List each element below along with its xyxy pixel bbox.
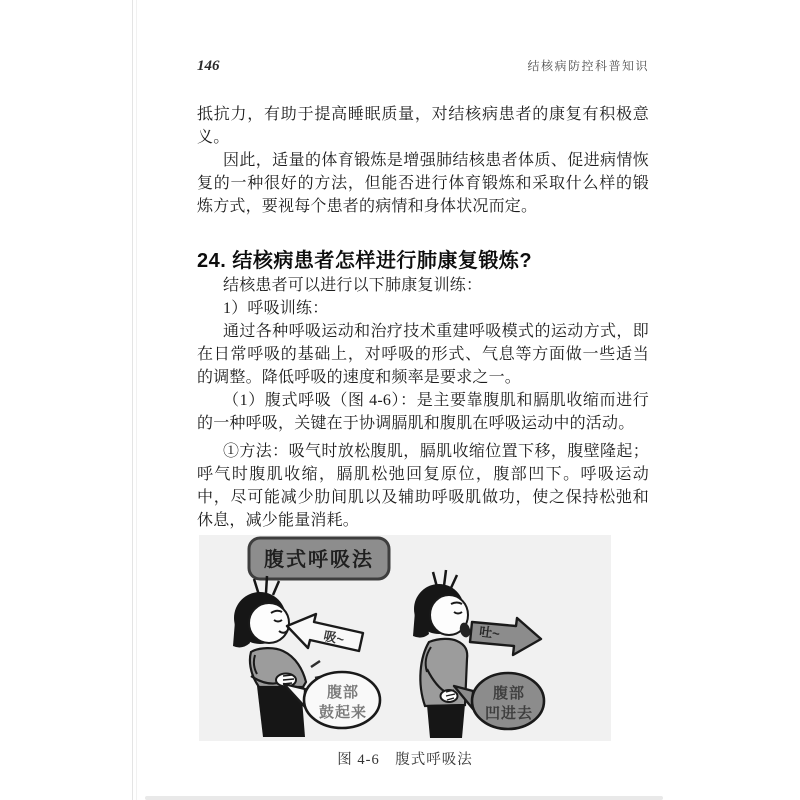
page-spine-divider: [132, 0, 133, 800]
paragraph-continuation: 抵抗力，有助于提高睡眠质量，对结核病患者的康复有积极意义。: [197, 106, 649, 146]
exhale-label: 吐~: [478, 623, 501, 642]
paragraph-abdominal-breathing: （1）腹式呼吸（图 4-6）：是主要靠腹肌和膈肌收缩而进行的一种呼吸，关键在于协调膈肌和腹肌在呼吸运动中的活动。: [197, 392, 649, 432]
bubble-inhale-line1: 腹部: [326, 684, 360, 701]
figure-illustration: [199, 535, 611, 741]
page-header: [197, 57, 649, 76]
bubble-exhale-line2: 凹进去: [484, 705, 534, 722]
article-body: [197, 103, 649, 769]
running-title: 结核病防控科普知识: [527, 59, 649, 73]
paragraph-training-intro: 结核患者可以进行以下肺康复训练：: [223, 277, 483, 294]
page-spine-divider-soft: [136, 0, 137, 800]
paragraph-breathing-training: 1）呼吸训练：: [223, 300, 329, 317]
inhale-label: 吸~: [322, 628, 346, 648]
figure-caption: 图 4-6 腹式呼吸法: [337, 752, 473, 768]
figure-4-6: [199, 535, 611, 769]
pants: [427, 704, 465, 738]
figure-banner: [249, 538, 389, 579]
page-content: [197, 57, 649, 769]
section-heading-24: 24. 结核病患者怎样进行肺康复锻炼?: [197, 250, 533, 272]
bubble-exhale-line1: 腹部: [492, 685, 526, 702]
page-number: 146: [197, 58, 220, 74]
paragraph-method: ①方法：吸气时放松腹肌，膈肌收缩位置下移，腹壁隆起；呼气时腹肌收缩，膈肌松弛回复原位，腹部凹下。呼吸运动中，尽可能减少肋间肌以及辅助呼吸肌做功，使之保持松弛和休息，减少能量消耗。: [197, 443, 649, 529]
paragraph-exercise-benefit: 因此，适量的体育锻炼是增强肺结核患者体质、促进病情恢复的一种很好的方法，但能否进行体育锻炼和采取什么样的锻炼方式，要视每个患者的病情和身体状况而定。: [197, 152, 649, 215]
face-icon: [249, 603, 289, 643]
page-bottom-edge: [145, 796, 663, 800]
paragraph-breathing-description: 通过各种呼吸运动和治疗技术重建呼吸模式的运动方式，即在日常呼吸的基础上，对呼吸的形式、气息等方面做一些适当的调整。降低呼吸的速度和频率是要求之一。: [197, 323, 649, 386]
bubble-inhale-line2: 鼓起来: [318, 704, 368, 721]
banner-label: 腹式呼吸法: [264, 549, 374, 571]
